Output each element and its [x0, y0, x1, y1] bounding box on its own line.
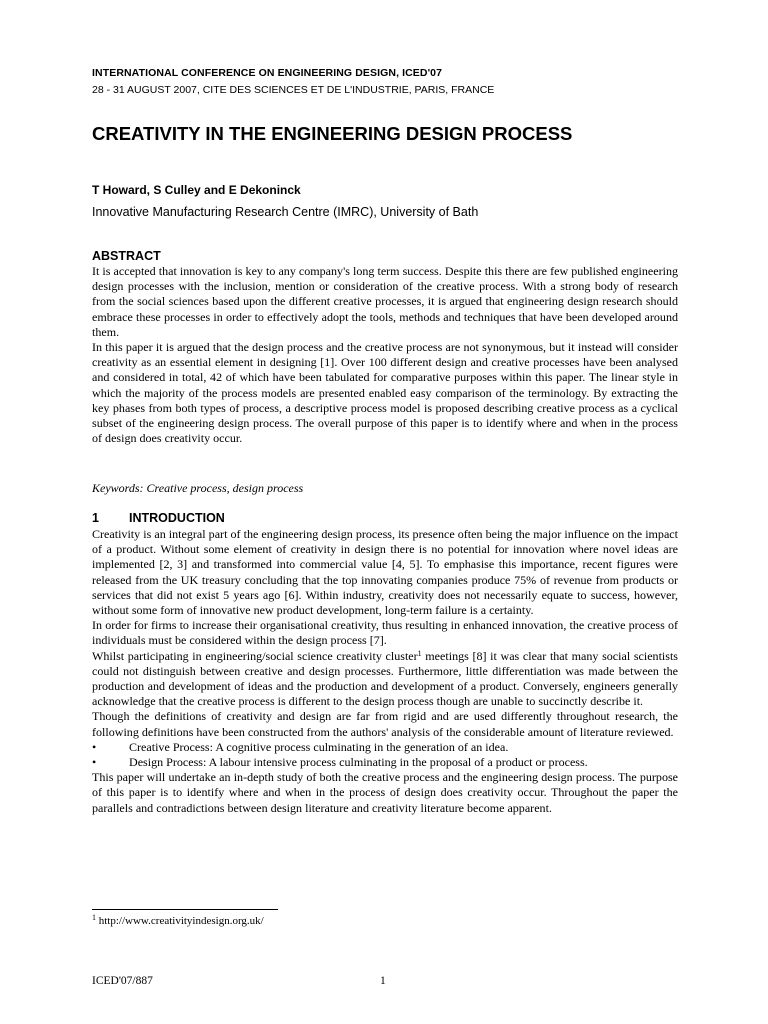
paper-title: CREATIVITY IN THE ENGINEERING DESIGN PROCESS [92, 123, 573, 144]
intro-paragraph: Though the definitions of creativity and design are far from rigid and are used differently throughout research, the following definitions have been constructed from the authors' analysis of the considerable amount of literature reviewed. [92, 709, 678, 739]
paper-id: ICED'07/887 [92, 975, 153, 987]
bullet-icon: • [92, 739, 97, 754]
intro-paragraph: Creativity is an integral part of the engineering design process, its presence often being the major influence on the impact of a product. Without some element of creativity in design there is no potential for innovation where novel ideas are implemented [2, 3] and transformed into commercial value [4, 5]. To emphasise this importance, recent figures were released from the UK treasury concluding that the top innovating companies produce 75% of revenue from products or services that did not exist 5 years ago [6]. Within industry, creativity does not necessarily equate to success, however, without some form of innovative new product development, long-term failure is a certainty. [92, 527, 678, 618]
footnote [92, 915, 264, 927]
section-number: 1 [92, 511, 99, 525]
footnote-marker: 1 [92, 913, 96, 922]
section-title: INTRODUCTION [129, 511, 225, 525]
intro-paragraph: This paper will undertake an in-depth study of both the creative process and the engineering design process. The purpose of this paper is to identify where and when in the process of design does creativity occur. Throughout the paper the parallels and contradictions between design literature and creativity literature become apparent. [92, 770, 678, 815]
definition-bullet [92, 740, 678, 755]
intro-paragraph: In order for firms to increase their organisational creativity, thus resulting in enhanced innovation, the creative process of individuals must be considered within the design process [7]. [92, 618, 678, 648]
definition-bullet [92, 755, 678, 770]
conference-details: 28 - 31 AUGUST 2007, CITE DES SCIENCES ET DE L'INDUSTRIE, PARIS, FRANCE [92, 84, 495, 96]
intro-paragraph [92, 649, 678, 710]
affiliation: Innovative Manufacturing Research Centre (IMRC), University of Bath [92, 205, 479, 219]
abstract-paragraph: It is accepted that innovation is key to any company's long term success. Despite this there are few published engineering design processes with the inclusion, mention or consideration of the creative process. With a strong body of research from the social sciences based upon the different creative processes, it is argued that engineering design research should embrace these processes in order to effectively adopt the tools, methods and techniques that have been developed around them. [92, 264, 678, 339]
footnote-divider [92, 909, 278, 910]
footnote-reference: 1 [417, 648, 422, 658]
footnote-link[interactable]: http://www.creativityindesign.org.uk/ [96, 915, 264, 927]
abstract-heading: ABSTRACT [92, 249, 161, 263]
bullet-text: Creative Process: A cognitive process culminating in the generation of an idea. [129, 739, 509, 754]
introduction-body [92, 527, 678, 816]
intro-text: meetings [8] it was clear that many social scientists could not distinguish between creative and design processes. Furthermore, little differentiation was made between the production and development of ideas and the production and development of a product. Conversely, engineers generally acknowledge that the creative process is different to the design process though are unable to succinctly describe it. [92, 648, 678, 709]
abstract-paragraph: In this paper it is argued that the design process and the creative process are not synonymous, but it instead will consider creativity as an essential element in designing [1]. Over 100 different design and creative processes have been analysed and considered in total, 42 of which have been tabulated for comparative purposes within this paper. The linear style in which the majority of the process models are presented enabled easy comparison of the terminology. By extracting the key phases from both types of process, a descriptive process model is proposed describing creative process as a cyclical subset of the engineering design process. The overall purpose of this paper is to identify where and when in the process of design does creativity occur. [92, 340, 678, 446]
abstract-body [92, 264, 678, 446]
introduction-heading [92, 511, 225, 525]
conference-title: INTERNATIONAL CONFERENCE ON ENGINEERING DESIGN, ICED'07 [92, 67, 443, 79]
bullet-icon: • [92, 755, 97, 770]
authors: T Howard, S Culley and E Dekoninck [92, 183, 301, 197]
intro-text: Whilst participating in engineering/social science creativity cluster [92, 648, 418, 663]
page-number: 1 [380, 975, 386, 987]
keywords: Keywords: Creative process, design process [92, 481, 304, 495]
bullet-text: Design Process: A labour intensive process culminating in the proposal of a product or process. [129, 755, 588, 770]
